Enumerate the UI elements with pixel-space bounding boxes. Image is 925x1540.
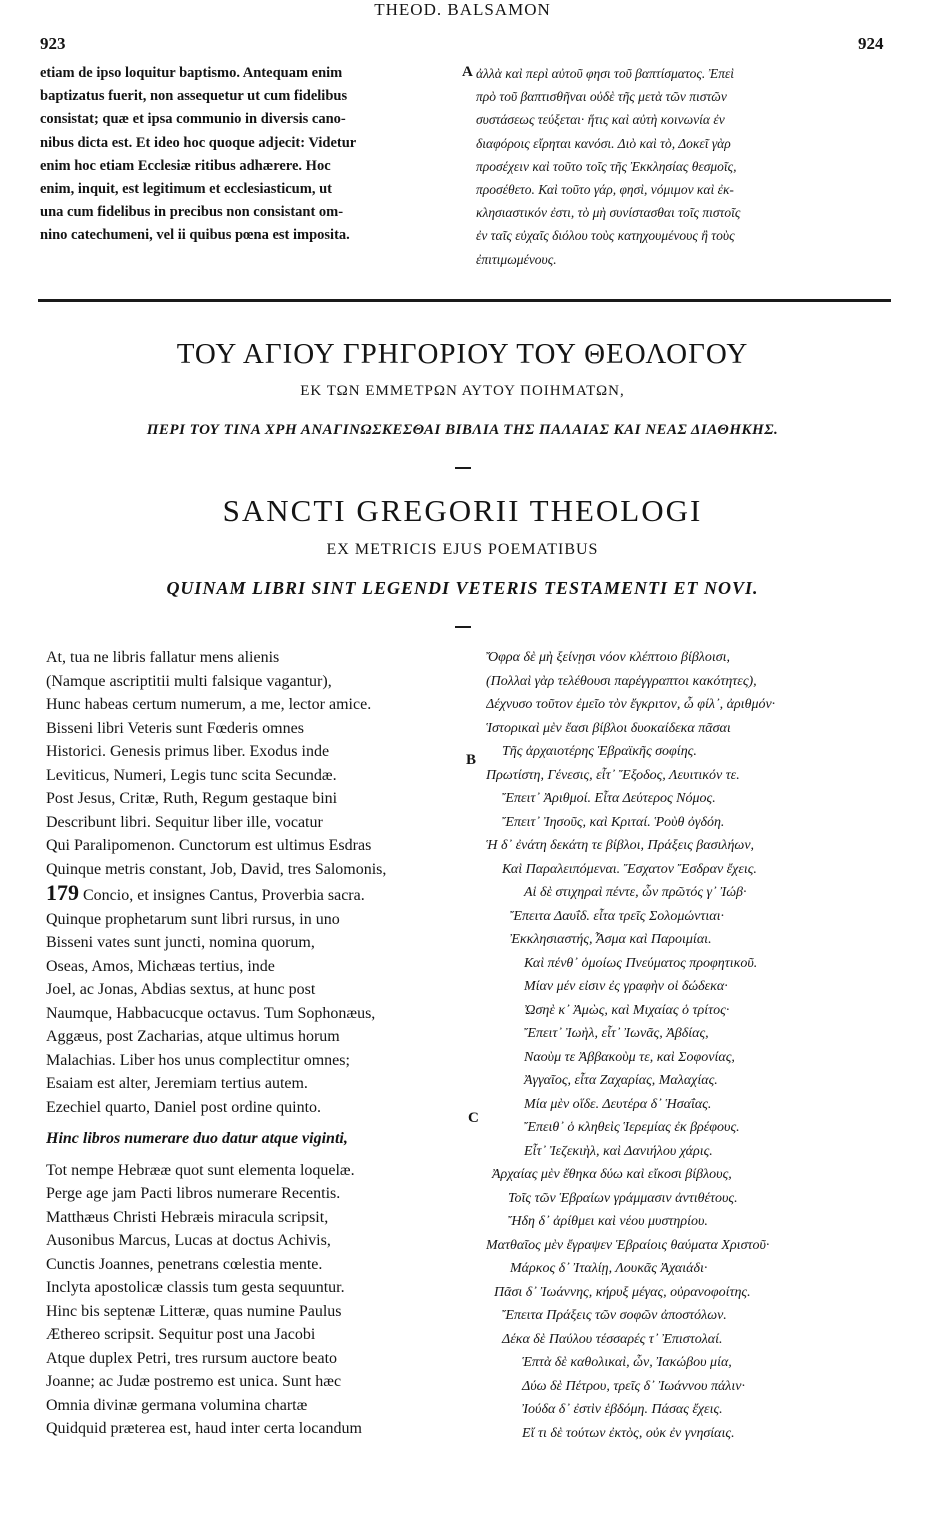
verse-line: Quinque prophetarum sunt libri rursus, in uno [46,910,340,928]
text-line: διαφόροις εἴρηται κανόσι. Διὸ καὶ τὸ, Δοκεῖ γὰρ [476,135,731,151]
verse-line: Ὠσηὲ κ᾽ Ἀμὼς, καὶ Μιχαίας ὁ τρίτος· [524,1002,730,1018]
verse-line: Εἶτ᾽ Ἰεζεκιὴλ, καὶ Δανιήλου χάρις. [524,1143,713,1159]
text-line: consistat; quæ et ipsa communio in diversis cano- [40,111,346,128]
verse-line: Leviticus, Numeri, Legis tunc scita Secundæ. [46,766,337,784]
verse-line: Αἱ δὲ στιχηραὶ πέντε, ὧν πρῶτός γ᾽ Ἰώβ· [524,885,747,900]
text-line: ἀλλὰ καὶ περὶ αὐτοῦ φησι τοῦ βαπτίσματος. Ἐπεὶ [476,66,735,81]
verse-line: Ἐκκλησιαστής, Ἆσμα καὶ Παροιμίαι. [510,932,712,947]
page-number-right: 924 [858,34,884,53]
text-line: προσέχειν καὶ τοῦτο τοῖς τῆς Ἐκκλησίας θεσμοῖς, [476,158,737,174]
verse-line: Ὄφρα δὲ μὴ ξείνῃσι νόον κλέπτοιο βίβλοισι, [486,650,731,665]
text-line: nibus dicta est. Et ideo hoc quoque adjecit: Videtur [40,134,357,151]
running-title: THEOD. BALSAMON [374,0,551,19]
latin-subtitle: EX METRICIS EJUS POEMATIBUS [326,541,599,558]
verse-line: Πᾶσι δ᾽ Ἰωάννης, κήρυξ μέγας, οὐρανοφοίτης. [494,1284,751,1300]
verse-line: Perge age jam Pacti libros numerare Recentis. [46,1185,341,1202]
verse-line: At, tua ne libris fallatur mens alienis [46,649,280,666]
verse-line: Cunctis Joannes, penetrans cœlestia mente. [46,1255,323,1273]
verse-line: Καὶ πένθ᾽ ὁμοίως Πνεύματος προφητικοῦ. [524,955,758,971]
verse-line: Δέχνυσο τοῦτον ἐμεῖο τὸν ἔγκριτον, ὦ φίλ᾽, ἀριθμόν· [486,697,776,712]
verse-line: Oseas, Amos, Michæas tertius, inde [46,957,275,975]
verse-line: Ναοὺμ τε Ἀββακοὺμ τε, καὶ Σοφονίας, [524,1049,735,1065]
verse-line: Hunc habeas certum numerum, a me, lector amice. [46,696,372,713]
margin-marker-a: A [462,64,473,80]
text-line: etiam de ipso loquitur baptismo. Antequam enim [40,65,343,81]
verse-line: Ἀρχαίας μὲν ἔθηκα δύω καὶ εἴκοσι βίβλους, [492,1167,732,1182]
top-latin-column [40,62,460,248]
verse-line: Æthereo scripsit. Sequitur post una Jacobi [46,1326,316,1343]
verse-line: Omnia divinæ germana volumina chartæ [46,1396,308,1414]
short-divider [455,467,471,469]
text-line: προσέθετο. Καὶ τοῦτο γάρ, φησὶ, νόμιμον καὶ ἐκ- [476,182,734,198]
verse-line: Tot nempe Hebrææ quot sunt elementa loquelæ. [46,1161,355,1179]
verse-line: Bisseni libri Veteris sunt Fœderis omnes [46,719,304,737]
greek-poem-column [486,646,904,1445]
margin-marker-c: C [468,1110,479,1126]
verse-line: Ἔπειτ᾽ Ἀριθμοί. Εἶτα Δεύτερος Νόμος. [502,791,716,806]
text-line: κλησιαστικόν ἐστι, τὸ μὴ συνίστασθαι τοῖς πιστοῖς [476,205,741,221]
verse-line: Ἔπειτ᾽ Ἰωὴλ, εἶτ᾽ Ἰωνᾶς, Ἀβδίας, [524,1026,709,1041]
top-greek-column [476,62,894,271]
verse-line: Ausonibus Marcus, Lucas at doctus Achivis, [46,1232,331,1249]
verse-line: Ἀγγαῖος, εἶτα Ζαχαρίας, Μαλαχίας. [524,1073,718,1088]
short-divider [455,626,471,628]
verse-line: Historici. Genesis primus liber. Exodus inde [46,743,330,760]
text-line: συστάσεως τεύξεται· ἥτις καὶ αὐτὴ κοινωνία ἐν [476,112,725,128]
greek-subtitle-2: ΠΕΡΙ ΤΟΥ ΤΙΝΑ ΧΡΗ ΑΝΑΓΙΝΩΣΚΕΣΘΑΙ ΒΙΒΛΙΑ ΤΗΣ ΠΑΛΑΙΑΣ ΚΑΙ ΝΕΑΣ ΔΙΑΘΗΚΗΣ. [146,422,779,438]
text-line: ἐν ταῖς εὐχαῖς διόλου τοὺς κατηχουμένους ἢ τοὺς [476,228,735,244]
verse-line-text: Concio, et insignes Cantus, Proverbia sacra. [83,887,365,904]
text-line: πρὸ τοῦ βαπτισθῆναι οὐδὲ τῆς μετὰ τῶν πιστῶν [476,89,727,105]
verse-line: Inclyta apostolicæ classis tum gesta sequuntur. [46,1279,345,1296]
verse-line: Describunt libri. Sequitur liber ille, vocatur [46,813,323,831]
page-number-left: 923 [40,34,66,53]
text-line: ἐπιτιμωμένους. [476,251,557,267]
text-line: enim hoc etiam Ecclesiæ ritibus adhærere. Hoc [40,157,331,174]
verse-line-italic: Hinc libros numerare duo datur atque viginti, [46,1130,348,1147]
column-number: 179 [46,881,79,905]
verse-line: Hinc bis septenæ Litteræ, quas numine Paulus [46,1302,342,1320]
verse-line: Post Jesus, Critæ, Ruth, Regum gestaque bini [46,790,338,807]
verse-line: Δύω δὲ Πέτρου, τρεῖς δ᾽ Ἰωάννου πάλιν· [522,1378,745,1394]
latin-poem-column [46,646,464,1441]
greek-title: ΤΟΥ ΑΓΙΟΥ ΓΡΗΓΟΡΙΟΥ ΤΟΥ ΘΕΟΛΟΓΟΥ [176,338,749,370]
verse-line: Ἱστορικαὶ μὲν ἔασι βίβλοι δυοκαίδεκα πᾶσαι [486,720,731,736]
verse-line: Quinque metris constant, Job, David, tres Salomonis, [46,860,387,878]
verse-line: Naumque, Habbacucque octavus. Tum Sophonæus, [46,1004,376,1022]
verse-line: Ἔπειτα Δαυΐδ. εἶτα τρεῖς Σολομώντιαι· [510,908,724,924]
verse-line [46,881,464,908]
verse-line: Malachias. Liber hos unus complectitur omnes; [46,1051,350,1069]
verse-line: Atque duplex Petri, tres rursum auctore beato [46,1349,338,1367]
verse-line: Ezechiel quarto, Daniel post ordine quinto. [46,1098,322,1116]
verse-line: Esaiam est alter, Jeremiam tertius autem. [46,1075,308,1092]
verse-line: Πρωτίστη, Γένεσις, εἶτ᾽ Ἔξοδος, Λευιτικόν τε. [486,767,740,783]
verse-line: (Πολλαὶ γὰρ τελέθουσι παρέγγραπτοι κακότητες), [486,673,757,689]
section-divider [38,299,891,302]
text-line: nino catechumeni, vel ii quibus pœna est imposita. [40,227,350,244]
verse-line: Εἴ τι δὲ τούτων ἐκτὸς, οὐκ ἐν γνησίαις. [522,1425,735,1441]
verse-line: Ἡ δ᾽ ἐνάτη δεκάτη τε βίβλοι, Πράξεις βασιλήων, [486,838,755,853]
verse-line: Ἑπτὰ δὲ καθολικαὶ, ὧν, Ἰακώβου μία, [522,1355,732,1370]
verse-line: Aggæus, post Zacharias, atque ultimus horum [46,1028,340,1045]
verse-line: Μίαν μέν εἰσιν ἐς γραφὴν οἱ δώδεκα· [524,979,728,994]
verse-line: Τῆς ἀρχαιοτέρης Ἑβραϊκῆς σοφίης. [502,744,697,759]
verse-line: Ἔπειτ᾽ Ἰησοῦς, καὶ Κριταί. Ῥοὺθ ὀγδόη. [502,814,725,830]
verse-line: (Namque ascriptitii multi falsique vagantur), [46,672,332,690]
latin-title: SANCTI GREGORII THEOLOGI [222,493,703,528]
verse-line: Τοῖς τῶν Ἑβραίων γράμμασιν ἀντιθέτους. [508,1190,738,1206]
verse-line: Bisseni vates sunt juncti, nomina quorum, [46,934,315,951]
verse-line: Matthæus Christi Hebræis miracula scripsit, [46,1208,329,1226]
verse-line: Μάρκος δ᾽ Ἰταλίῃ, Λουκᾶς Ἀχαιάδι· [510,1261,708,1276]
verse-line: Καὶ Παραλειπόμεναι. Ἔσχατον Ἔσδραν ἔχεις. [502,861,757,877]
text-line: una cum fidelibus in precibus non consistant om- [40,204,344,221]
greek-subtitle: ΕΚ ΤΩΝ ΕΜΜΕΤΡΩΝ ΑΥΤΟΥ ΠΟΙΗΜΑΤΩΝ, [300,383,625,399]
verse-line: Joel, ac Jonas, Abdias sextus, at hunc post [46,981,316,998]
text-line: baptizatus fuerit, non assequetur ut cum fidelibus [40,88,348,105]
text-line: enim, inquit, est legitimum et ecclesiasticum, ut [40,181,332,198]
verse-line: Joanne; ac Judæ postremo est unica. Sunt hæc [46,1373,342,1390]
verse-line: Ἰούδα δ᾽ ἐστὶν ἑβδόμη. Πάσας ἔχεις. [522,1402,723,1417]
verse-line: Δέκα δὲ Παύλου τέσσαρές τ᾽ Ἐπιστολαί. [502,1331,723,1347]
verse-line: Μία μὲν οἵδε. Δευτέρα δ᾽ Ἡσαΐας. [524,1096,712,1112]
verse-line: Ἔπειθ᾽ ὁ κληθεὶς Ἱερεμίας ἐκ βρέφους. [524,1120,740,1135]
verse-line: Ἤδη δ᾽ ἀρίθμει καὶ νέου μυστηρίου. [508,1214,708,1229]
verse-line: Qui Paralipomenon. Cunctorum est ultimus Esdras [46,837,372,854]
latin-subtitle-2: QUINAM LIBRI SINT LEGENDI VETERIS TESTAMENTI ET NOVI. [166,578,759,598]
margin-marker-b: B [466,752,477,768]
verse-line: Quidquid præterea est, haud inter certa locandum [46,1420,362,1437]
verse-line: Ἔπειτα Πράξεις τῶν σοφῶν ἀποστόλων. [502,1308,727,1323]
verse-line: Ματθαῖος μὲν ἔγραψεν Ἑβραίοις θαύματα Χριστοῦ· [486,1237,770,1253]
